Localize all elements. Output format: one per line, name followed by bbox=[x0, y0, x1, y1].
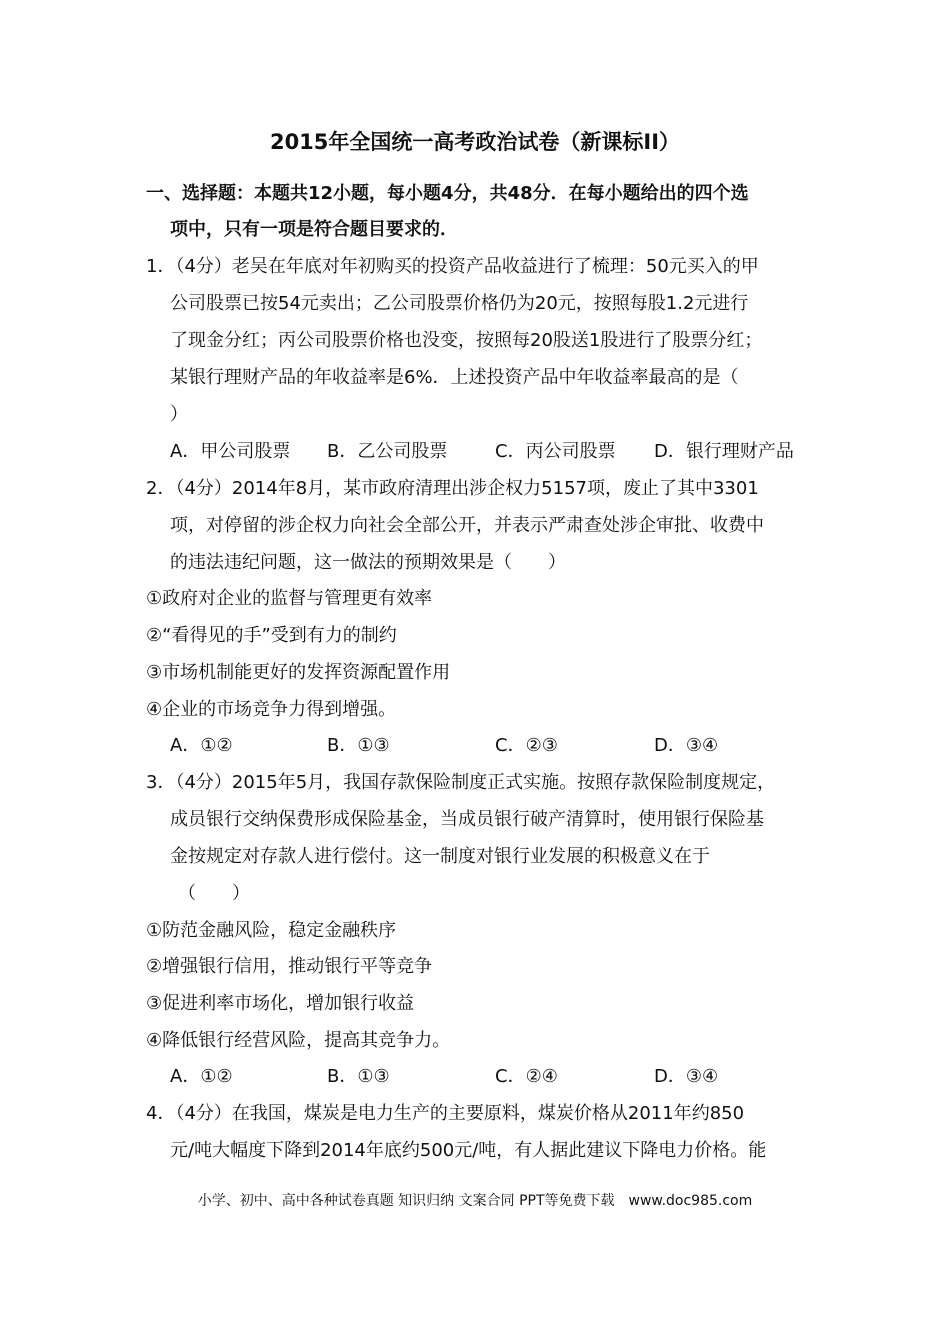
q3-option-c: C．②④ bbox=[495, 1066, 558, 1087]
page-footer: 小学、初中、高中各种试卷真题 知识归纳 文案合同 PPT等免费下载 www.doc985.com bbox=[197, 1193, 753, 1209]
q1-option-c: C．丙公司股票 bbox=[495, 441, 616, 462]
q1-option-d: D．银行理财产品 bbox=[654, 441, 794, 462]
q2-option-c: C．②③ bbox=[495, 735, 558, 756]
q3-item: ③促进利率市场化，增加银行收益 bbox=[146, 993, 415, 1014]
q2-item: ②“看得见的手”受到有力的制约 bbox=[146, 625, 397, 646]
q1-line: ） bbox=[170, 404, 188, 425]
q3-option-a: A．①② bbox=[170, 1066, 233, 1087]
q2-option-b: B．①③ bbox=[327, 735, 390, 756]
q1-line: 公司股票已按54元卖出；乙公司股票价格仍为20元，按照每股1.2元进行 bbox=[170, 293, 749, 314]
q1-line: 了现金分红；丙公司股票价格也没变，按照每20股送1股进行了股票分红； bbox=[170, 330, 763, 351]
q1-option-b: B．乙公司股票 bbox=[327, 441, 448, 462]
q4-line: 4．（4分）在我国，煤炭是电力生产的主要原料，煤炭价格从2011年约850 bbox=[146, 1103, 745, 1124]
q3-line: 金按规定对存款人进行偿付。这一制度对银行业发展的积极意义在于 bbox=[170, 846, 710, 867]
q3-option-b: B．①③ bbox=[327, 1066, 390, 1087]
section-heading: 一、选择题：本题共12小题，每小题4分，共48分．在每小题给出的四个选 bbox=[146, 183, 749, 204]
q1-option-a: A．甲公司股票 bbox=[170, 441, 291, 462]
q2-line: 的违法违纪问题，这一做法的预期效果是（ ） bbox=[170, 552, 566, 573]
q1-line: 1．（4分）老吴在年底对年初购买的投资产品收益进行了梳理：50元买入的甲 bbox=[146, 256, 759, 277]
q1-line: 某银行理财产品的年收益率是6%．上述投资产品中年收益率最高的是（ bbox=[170, 367, 739, 388]
q2-option-d: D．③④ bbox=[654, 735, 719, 756]
q2-line: 项，对停留的涉企权力向社会全部公开，并表示严肃查处涉企审批、收费中 bbox=[170, 515, 764, 536]
q2-item: ③市场机制能更好的发挥资源配置作用 bbox=[146, 662, 451, 683]
q3-option-d: D．③④ bbox=[654, 1066, 719, 1087]
q3-line: 3．（4分）2015年5月，我国存款保险制度正式实施。按照存款保险制度规定， bbox=[146, 772, 776, 793]
q4-line: 元/吨大幅度下降到2014年底约500元/吨，有人据此建议下降电力价格。能 bbox=[170, 1140, 767, 1161]
q2-item: ①政府对企业的监督与管理更有效率 bbox=[146, 588, 433, 609]
q3-line: 成员银行交纳保费形成保险基金，当成员银行破产清算时，使用银行保险基 bbox=[170, 809, 764, 830]
q2-option-a: A．①② bbox=[170, 735, 233, 756]
q3-item: ②增强银行信用，推动银行平等竞争 bbox=[146, 956, 433, 977]
q3-item: ④降低银行经营风险，提高其竞争力。 bbox=[146, 1030, 451, 1051]
q3-item: ①防范金融风险，稳定金融秩序 bbox=[146, 920, 397, 941]
section-heading-cont: 项中，只有一项是符合题目要求的． bbox=[170, 219, 458, 240]
q2-item: ④企业的市场竞争力得到增强。 bbox=[146, 699, 397, 720]
page-title: 2015年全国统一高考政治试卷（新课标II） bbox=[269, 130, 681, 154]
q2-line: 2．（4分）2014年8月，某市政府清理出涉企权力5157项，废止了其中3301 bbox=[146, 478, 759, 499]
q3-line: （ ） bbox=[178, 883, 250, 904]
